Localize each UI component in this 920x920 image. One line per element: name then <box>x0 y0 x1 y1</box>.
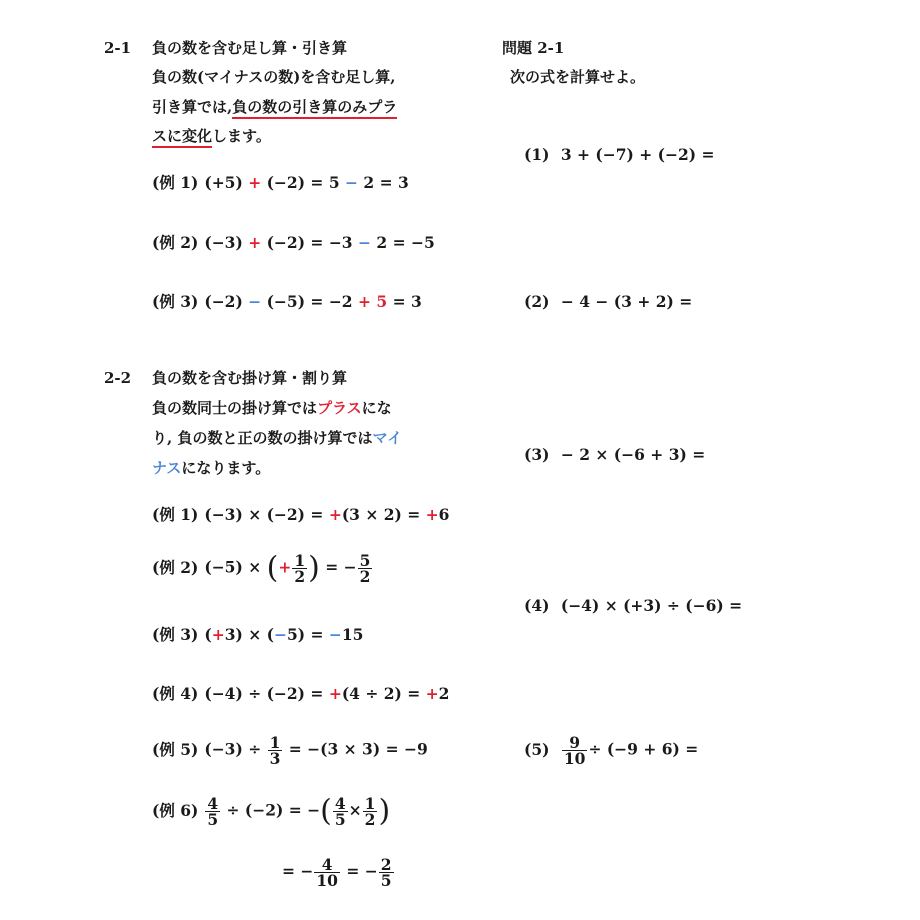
expr: 2 <box>438 684 450 703</box>
expr: = − <box>319 557 357 577</box>
denominator: 10 <box>316 871 338 890</box>
denominator: 2 <box>364 810 376 829</box>
problem-1 <box>524 145 714 165</box>
highlight-op: − <box>358 233 371 252</box>
paren: ) <box>378 793 391 829</box>
highlight-op: + <box>211 625 225 644</box>
highlight-op: − <box>345 173 358 192</box>
problem-label: (5) <box>524 739 550 759</box>
denominator: 2 <box>359 567 371 586</box>
text-span: り, 負の数と正の数の掛け算では <box>152 429 373 447</box>
example-2-2-1 <box>152 505 449 525</box>
highlight-text: プラス <box>317 399 362 417</box>
text-span: 引き算では, <box>152 98 233 116</box>
fraction <box>314 857 340 888</box>
underlined-text: スに変化 <box>152 127 212 148</box>
highlight-op: + <box>248 173 262 192</box>
problem-instruction: 次の式を計算せよ。 <box>510 68 646 86</box>
example-label: (例 2) <box>152 233 199 252</box>
numerator: 4 <box>334 794 346 813</box>
fraction <box>379 857 394 888</box>
expr: 5) = <box>286 625 329 644</box>
text-span: 負の数同士の掛け算では <box>152 399 318 417</box>
highlight-op: + <box>328 684 342 703</box>
fraction <box>358 553 373 584</box>
expr: 2 = 3 <box>358 173 409 192</box>
expr: (−3) ÷ <box>204 739 267 759</box>
expr: 6 <box>438 505 450 524</box>
numerator: 9 <box>569 733 581 752</box>
text-span: します。 <box>212 127 271 145</box>
numerator: 1 <box>294 551 306 570</box>
example-label: (例 4) <box>152 684 199 703</box>
highlight-text: ナス <box>152 459 182 477</box>
explanation-line: 負の数(マイナスの数)を含む足し算, <box>152 68 396 86</box>
expr: = −(3 × 3) = −9 <box>283 739 428 759</box>
highlight-op: + <box>425 684 439 703</box>
example-2-2-6-continuation <box>282 857 395 888</box>
expr: 3) × ( <box>224 625 274 644</box>
problem-label: (4) <box>524 596 550 615</box>
problem-5 <box>524 735 698 766</box>
highlight-op: − <box>328 625 342 644</box>
expr: = − <box>340 861 378 881</box>
highlight-op: + <box>248 233 262 252</box>
expr: × <box>348 800 362 820</box>
explanation-line <box>152 398 392 418</box>
paren: ( <box>266 550 279 586</box>
fraction <box>292 553 307 584</box>
problem-label: (1) <box>524 145 550 164</box>
example-2-2-2 <box>152 550 373 586</box>
paren: ) <box>308 550 320 586</box>
example-label: (例 1) <box>152 505 199 524</box>
example-2-2-6 <box>152 793 391 829</box>
numerator: 5 <box>359 551 371 570</box>
denominator: 2 <box>294 567 306 586</box>
denominator: 3 <box>269 749 281 768</box>
expr: 2 = −5 <box>371 233 435 252</box>
highlight-op: + <box>425 505 439 524</box>
fraction <box>562 735 588 766</box>
example-label: (例 3) <box>152 625 199 644</box>
explanation-line <box>152 126 271 146</box>
text-span: になります。 <box>181 459 271 477</box>
expr: (−2) = −3 <box>261 233 358 252</box>
highlight-op: − <box>248 292 262 311</box>
problem-3 <box>524 445 705 465</box>
highlight-op: + 5 <box>358 292 388 311</box>
problem-label: (2) <box>524 292 550 311</box>
fraction <box>205 796 220 827</box>
expr: (−5) × <box>204 557 267 577</box>
highlight-text: マイ <box>372 429 403 447</box>
expr: 15 <box>341 625 364 644</box>
paren: ( <box>320 793 332 829</box>
numerator: 4 <box>207 794 219 813</box>
example-label: (例 1) <box>152 173 199 192</box>
problem-expr: (−4) × (+3) ÷ (−6) = <box>560 596 743 615</box>
numerator: 2 <box>380 855 392 874</box>
highlight-op: − <box>273 625 287 644</box>
example-3 <box>152 292 422 312</box>
problem-2 <box>524 292 692 312</box>
example-2-2-3 <box>152 625 363 645</box>
example-label: (例 3) <box>152 292 199 311</box>
expr: (−3) <box>204 233 249 252</box>
example-label: (例 5) <box>152 739 199 759</box>
fraction <box>333 796 348 827</box>
example-2-2-4 <box>152 684 449 704</box>
numerator: 1 <box>269 733 281 752</box>
explanation-line <box>152 458 270 478</box>
expr: (−5) = −2 <box>261 292 358 311</box>
example-2 <box>152 233 435 253</box>
example-2-2-5 <box>152 735 428 766</box>
highlight-op: + <box>328 505 342 524</box>
problem-expr: − 2 × (−6 + 3) = <box>560 445 706 464</box>
fraction <box>268 735 283 766</box>
problem-expr: ÷ (−9 + 6) = <box>588 739 699 759</box>
numerator: 4 <box>321 855 333 874</box>
expr: = − <box>282 861 314 881</box>
expr: ÷ (−2) = − <box>221 800 321 820</box>
expr: (−2) = 5 <box>261 173 345 192</box>
problem-expr: 3 + (−7) + (−2) = <box>560 145 715 164</box>
problem-label: (3) <box>524 445 550 464</box>
explanation-line <box>152 97 397 117</box>
numerator: 1 <box>364 794 376 813</box>
section-title-2-2: 負の数を含む掛け算・割り算 <box>152 369 348 387</box>
expr: = 3 <box>387 292 422 311</box>
problem-set-title: 問題 2-1 <box>502 39 565 57</box>
problem-4 <box>524 596 742 616</box>
expr: (−3) × (−2) = <box>204 505 329 524</box>
fraction <box>363 796 378 827</box>
explanation-line <box>152 428 402 448</box>
denominator: 5 <box>334 810 346 829</box>
expr: (4 ÷ 2) = <box>341 684 426 703</box>
example-label: (例 6) <box>152 800 199 820</box>
denominator: 5 <box>380 871 392 890</box>
expr: (3 × 2) = <box>341 505 426 524</box>
expr: (−2) <box>204 292 249 311</box>
section-number-2-1: 2-1 <box>104 39 132 57</box>
text-span: にな <box>361 399 392 417</box>
section-number-2-2: 2-2 <box>104 369 132 387</box>
expr: (−4) ÷ (−2) = <box>204 684 329 703</box>
example-1 <box>152 173 409 193</box>
underlined-text: 負の数の引き算のみプラ <box>232 98 397 119</box>
highlight-op: + <box>278 557 292 577</box>
denominator: 5 <box>207 810 219 829</box>
section-title-2-1: 負の数を含む足し算・引き算 <box>152 39 348 57</box>
example-label: (例 2) <box>152 557 199 577</box>
problem-expr: − 4 − (3 + 2) = <box>560 292 693 311</box>
denominator: 10 <box>563 749 586 768</box>
expr: (+5) <box>204 173 249 192</box>
expr: ( <box>204 625 212 644</box>
